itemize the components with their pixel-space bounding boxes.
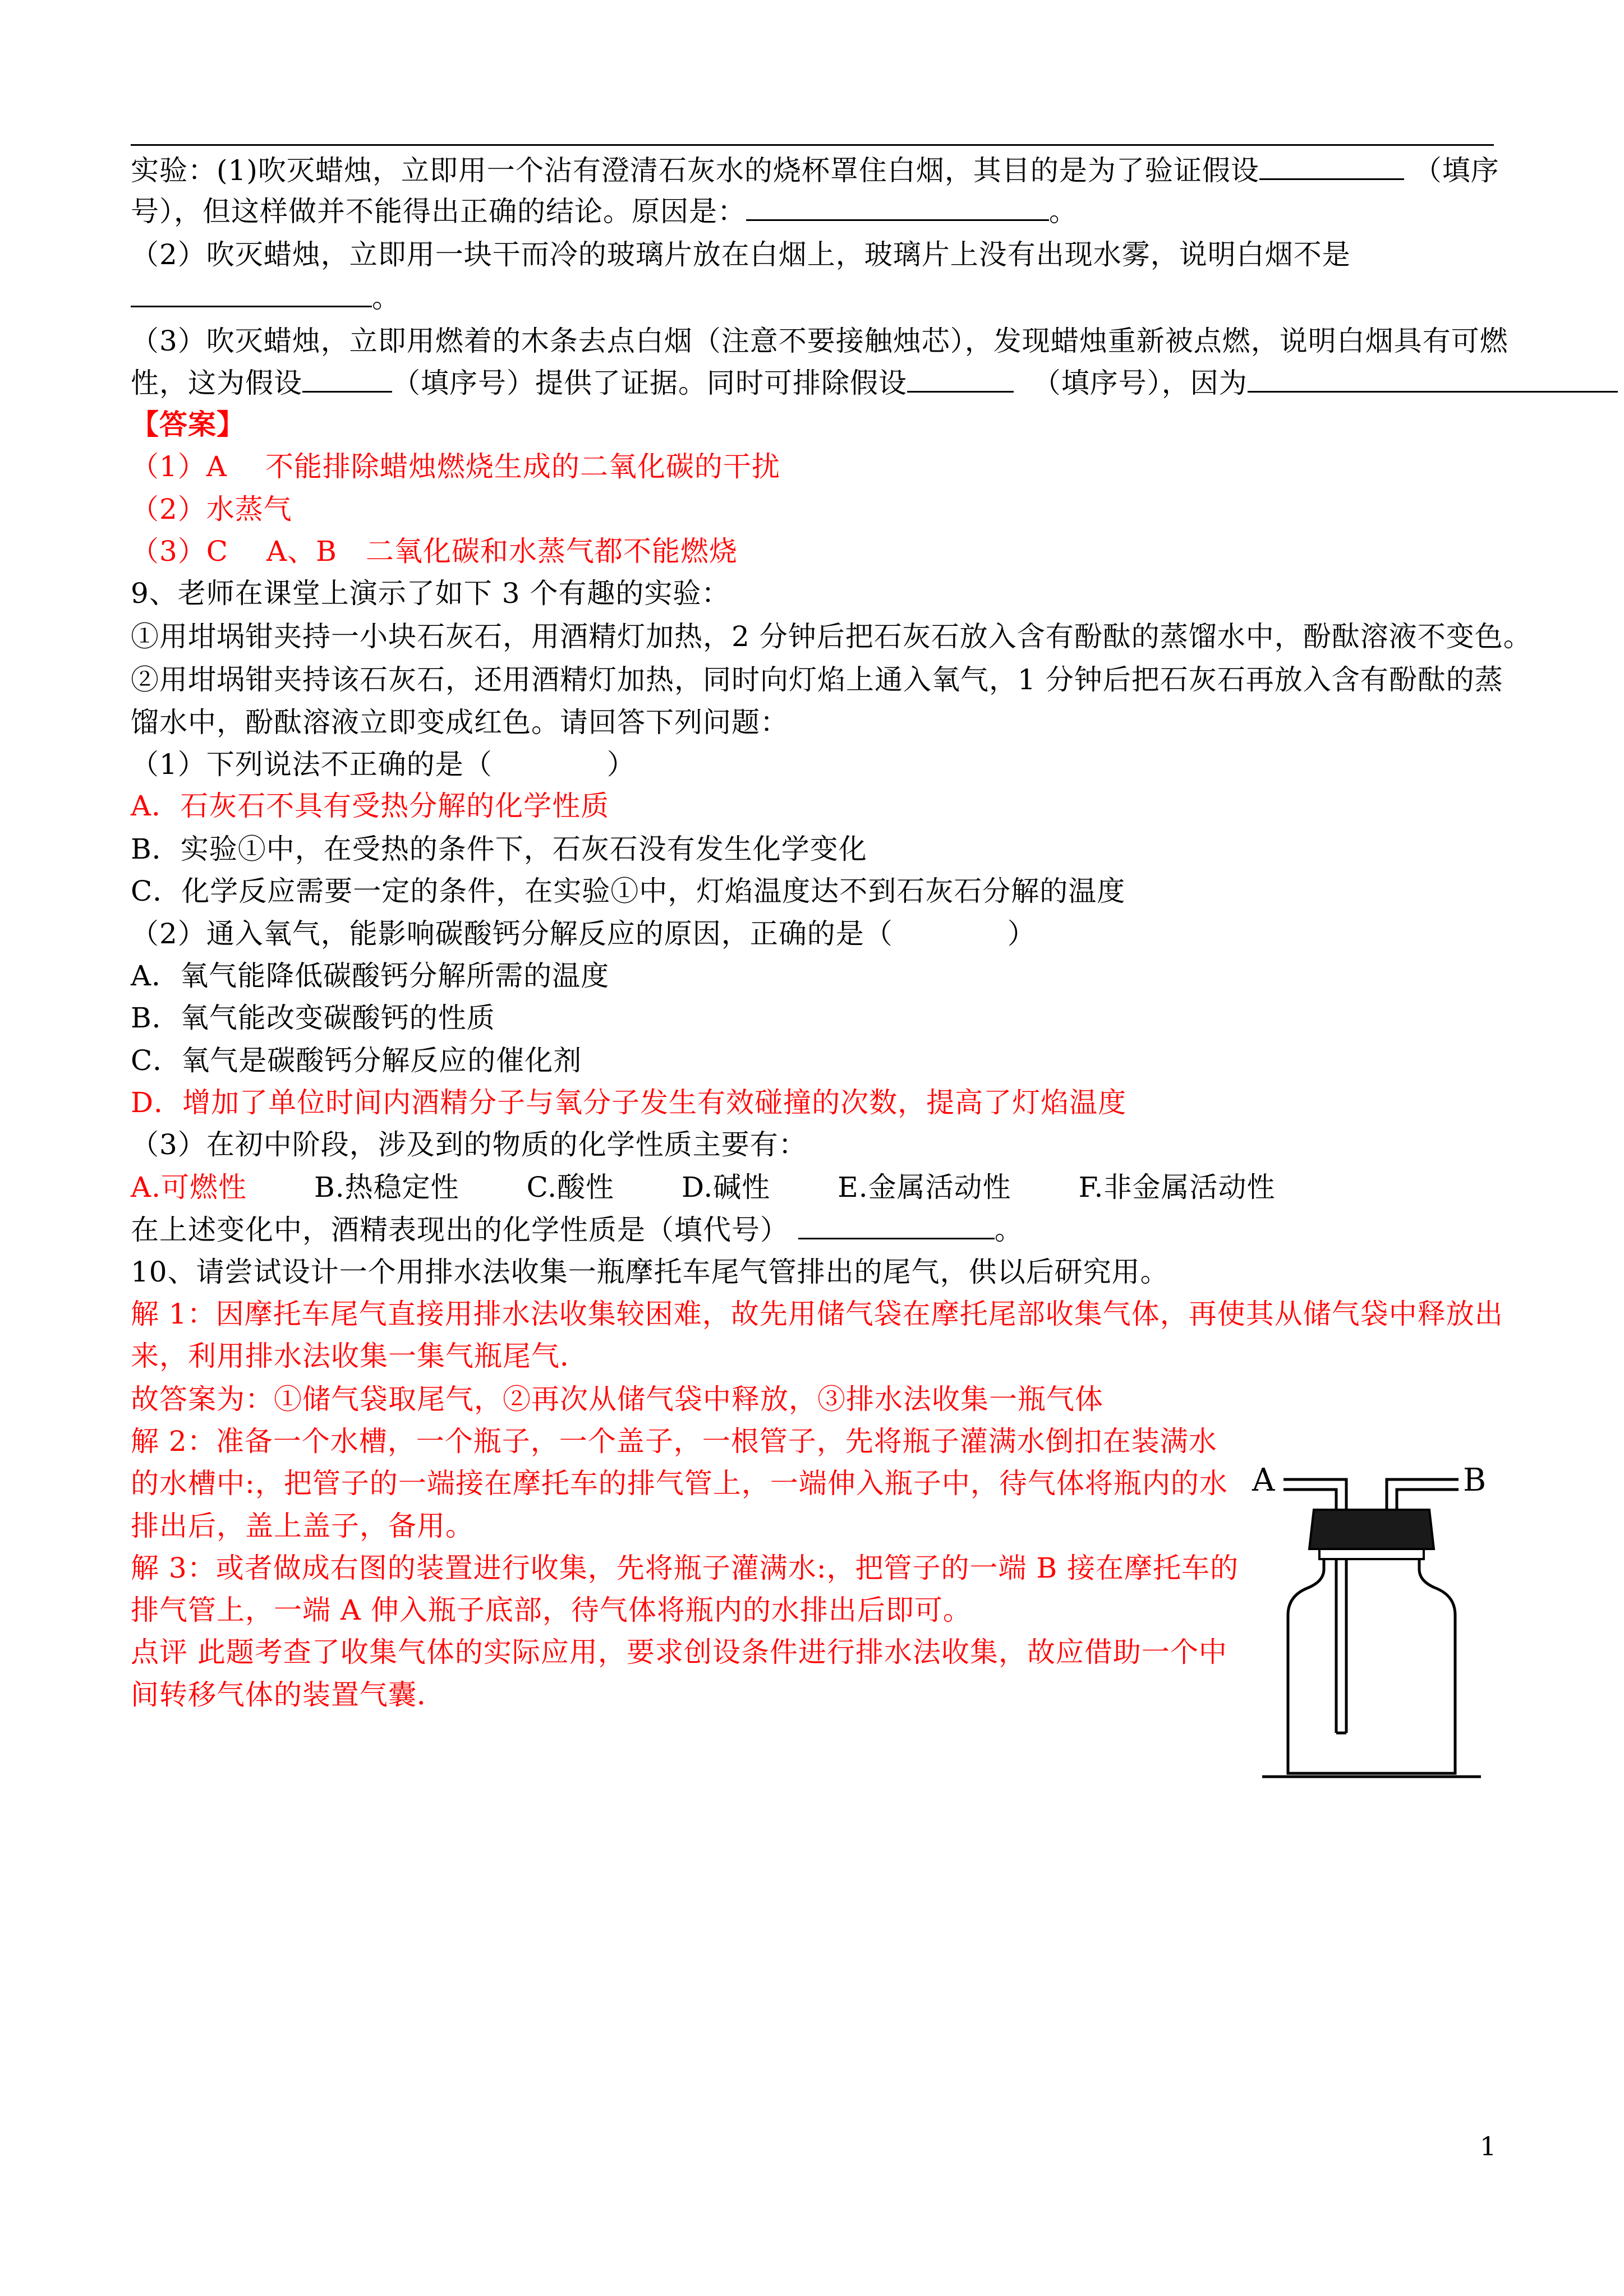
q9-sub-2-option-a: A．氧气能降低碳酸钙分解所需的温度: [131, 960, 610, 992]
experiment-text: （填序号），因为: [1032, 367, 1248, 399]
q9-sub-2-option-c: C．氧气是碳酸钙分解反应的催化剂: [131, 1044, 582, 1077]
property-option-a: A.可燃性: [131, 1171, 247, 1204]
q9-sub-3: （3）在初中阶段，涉及到的物质的化学性质主要有：: [131, 1128, 807, 1161]
experiment-text: （填序号）提供了证据。同时可排除假设: [392, 367, 907, 399]
header-rule: [131, 144, 1494, 146]
q9-sub-1-option-c: C．化学反应需要一定的条件，在实验①中，灯焰温度达不到石灰石分解的温度: [131, 875, 1126, 907]
property-option-c: C.酸性: [526, 1171, 615, 1204]
answer-1: （1）A 不能排除蜡烛燃烧生成的二氧化碳的干扰: [131, 450, 780, 483]
q10-comment-1: 点评 此题考查了收集气体的实际应用，要求创设条件进行排水法收集，故应借助一个中: [131, 1636, 1227, 1668]
bottle-body: [1288, 1559, 1455, 1773]
q10-answer: 故答案为：①储气袋取尾气，②再次从储气袋中释放，③排水法收集一瓶气体: [131, 1383, 1103, 1416]
q10-solution-1b: 来，利用排水法收集一集气瓶尾气．: [131, 1340, 588, 1372]
experiment-text: 。: [372, 282, 401, 314]
q10-comment-2: 间转移气体的装置气囊．: [131, 1679, 445, 1711]
experiment-line-3: （2）吹灭蜡烛，立即用一块干而冷的玻璃片放在白烟上，玻璃片上没有出现水雾，说明白烟不是: [131, 238, 1351, 271]
experiment-text: 。: [1049, 195, 1078, 228]
answer-blank: [1248, 365, 1618, 393]
q10-solution-2a: 解 2：准备一个水槽，一个瓶子，一个盖子，一根管子，先将瓶子灌满水倒扣在装满水: [131, 1425, 1217, 1458]
experiment-text: （填序: [1413, 154, 1499, 187]
experiment-line-1: [131, 153, 1499, 188]
q9-sub-2-option-d: D．增加了单位时间内酒精分子与氧分子发生有效碰撞的次数，提高了灯焰温度: [131, 1086, 1127, 1119]
experiment-text: 号），但这样做并不能得出正确的结论。原因是：: [131, 195, 746, 228]
q9-experiment-2a: ②用坩埚钳夹持该石灰石，还用酒精灯加热，同时向灯焰上通入氧气，1 分钟后把石灰石再放入含有酚酞的蒸: [131, 663, 1503, 696]
answer-blank: [798, 1212, 995, 1239]
q9-title: 9、老师在课堂上演示了如下 3 个有趣的实验：: [131, 577, 730, 610]
q9-sub-2: （2）通入氧气，能影响碳酸钙分解反应的原因，正确的是（ ）: [131, 918, 1036, 950]
q9-sub-2-option-b: B．氧气能改变碳酸钙的性质: [131, 1002, 495, 1034]
page-number: 1: [1480, 2131, 1497, 2161]
tube-label-a: A: [1252, 1462, 1275, 1499]
answer-blank: [746, 193, 1049, 221]
gas-collection-bottle-diagram: [1240, 1419, 1498, 1783]
answer-2: （2）水蒸气: [131, 493, 292, 525]
q9-sub-1-option-b: B．实验①中，在受热的条件下，石灰石没有发生化学变化: [131, 833, 867, 865]
q9-fill-line: [131, 1212, 1023, 1248]
q9-experiment-1: ①用坩埚钳夹持一小块石灰石，用酒精灯加热，2 分钟后把石灰石放入含有酚酞的蒸馏水中，酚酞溶液不变色。: [131, 620, 1532, 653]
answer-blank: [302, 365, 392, 393]
answer-title: 【答案】: [131, 408, 245, 441]
experiment-line-4: [131, 280, 401, 316]
q10-solution-1a: 解 1：因摩托车尾气直接用排水法收集较困难，故先用储气袋在摩托尾部收集气体，再使其从储气袋中释放出: [131, 1298, 1503, 1330]
q10-solution-2c: 排出后，盖上盖子，备用。: [131, 1510, 474, 1542]
q9-fill-text: 在上述变化中，酒精表现出的化学性质是（填代号）: [131, 1214, 789, 1246]
q10-solution-3b: 排气管上，一端 A 伸入瓶子底部，待气体将瓶内的水排出后即可。: [131, 1594, 972, 1626]
q10-title: 10、请尝试设计一个用排水法收集一瓶摩托车尾气管排出的尾气，供以后研究用。: [131, 1256, 1169, 1288]
q9-sub-1: （1）下列说法不正确的是（ ）: [131, 748, 636, 781]
q10-solution-2b: 的水槽中:，把管子的一端接在摩托车的排气管上，一端伸入瓶子中，待气体将瓶内的水: [131, 1467, 1228, 1500]
experiment-line-6: [131, 365, 1618, 401]
experiment-line-2: [131, 193, 1078, 229]
experiment-text: 性，这为假设: [131, 367, 302, 399]
property-option-f: F.非金属活动性: [1078, 1171, 1276, 1204]
answer-blank: [131, 280, 372, 307]
tube-label-b: B: [1463, 1462, 1487, 1499]
q10-solution-3a: 解 3：或者做成右图的装置进行收集，先将瓶子灌满水:，把管子的一端 B 接在摩托车的: [131, 1552, 1239, 1584]
answer-blank: [907, 365, 1014, 393]
q9-fill-text: 。: [994, 1214, 1023, 1246]
q9-experiment-2b: 馏水中，酚酞溶液立即变成红色。请回答下列问题：: [131, 706, 789, 739]
q9-property-options: [131, 1169, 1342, 1205]
experiment-line-5: （3）吹灭蜡烛，立即用燃着的木条去点白烟（注意不要接触烛芯），发现蜡烛重新被点燃，说明白烟具有可燃: [131, 325, 1508, 357]
property-option-e: E.金属活动性: [838, 1171, 1011, 1204]
experiment-text: 实验：(1)吹灭蜡烛，立即用一个沾有澄清石灰水的烧杯罩住白烟，其目的是为了验证假设: [131, 154, 1259, 187]
q9-sub-1-option-a: A．石灰石不具有受热分解的化学性质: [131, 790, 610, 822]
answer-blank: [1259, 153, 1404, 180]
answer-3: （3）C A、B 二氧化碳和水蒸气都不能燃烧: [131, 535, 738, 568]
property-option-d: D.碱性: [682, 1171, 771, 1204]
bottle-stopper: [1309, 1510, 1434, 1559]
property-option-b: B.热稳定性: [314, 1171, 459, 1204]
